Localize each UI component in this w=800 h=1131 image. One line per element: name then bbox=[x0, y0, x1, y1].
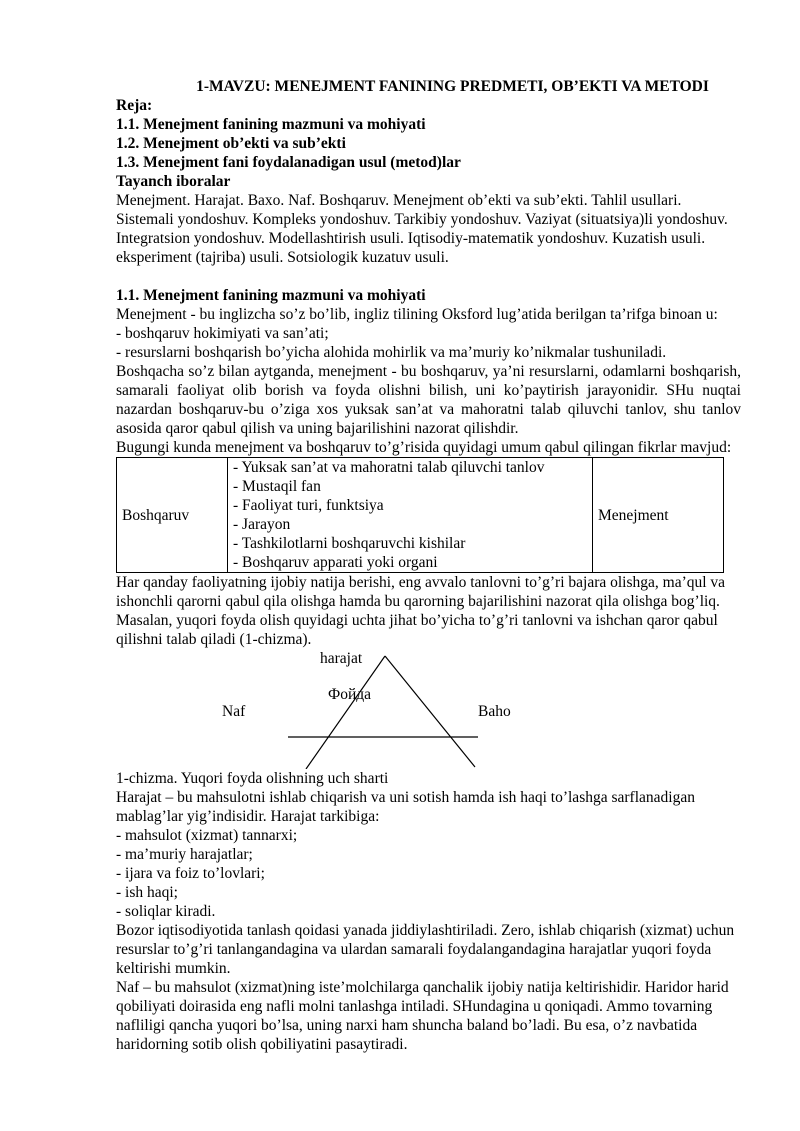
diagram-right-line bbox=[385, 656, 475, 767]
paragraph: Harajat – bu mahsulotni ishlab chiqarish va uni sotish hamda ish haqi to’lashga sarflanadigan mablag’lar yig’indisidir. Harajat tarkibiga: bbox=[116, 789, 695, 825]
diagram-left-line bbox=[306, 656, 385, 769]
list-item: - ma’muriy harajatlar; bbox=[116, 846, 253, 863]
diagram-1 bbox=[116, 649, 741, 769]
section-heading: 1.1. Menejment fanining mazmuni va mohiyati bbox=[116, 287, 426, 304]
paragraph: Bugungi kunda menejment va boshqaruv to’g’risida quyidagi umum qabul qilingan fikrlar mavjud: bbox=[116, 439, 732, 456]
diagram-label-right: Baho bbox=[478, 703, 511, 720]
list-item: - mahsulot (xizmat) tannarxi; bbox=[116, 827, 298, 844]
table-item: - Mustaqil fan bbox=[233, 478, 321, 495]
plan-item: 1.1. Menejment fanining mazmuni va mohiyati bbox=[116, 116, 426, 133]
page-title: 1-MAVZU: MENEJMENT FANINING PREDMETI, OB’EKTI VA METODI bbox=[196, 78, 709, 95]
table-item: - Tashkilotlarni boshqaruvchi kishilar bbox=[233, 535, 466, 552]
keywords-text: Menejment. Harajat. Baxo. Naf. Boshqaruv. Menejment ob’ekti va sub’ekti. Tahlil usullari. Sistemali yondoshuv. Kompleks yondoshuv. Tarkibiy yondoshuv. Vaziyat (situatsiya)li yondoshuv. Integratsion yondoshuv. Modellashtirish usuli. Iqtisodiy-matematik yondoshuv. Kuzatish usuli. eksperiment (tajriba) usuli. Sotsiologik kuzatuv usuli. bbox=[116, 192, 728, 266]
table-cell-right: Menejment bbox=[593, 458, 724, 573]
table-item: - Jarayon bbox=[233, 516, 291, 533]
paragraph: Bozor iqtisodiyotida tanlash qoidasi yanada jiddiylashtiriladi. Zero, ishlab chiqarish (xizmat) uchun resurslar to’g’ri tanlangandagina va ulardan samarali foydalangandagina harajatlar yuqori foyda keltirishi mumkin. bbox=[116, 922, 735, 977]
intro-paragraph: Menejment - bu inglizcha so’z bo’lib, ingliz tilining Oksford lug’atida berilgan ta’rifga binoan u: bbox=[116, 306, 718, 323]
table-item: - Yuksak san’at va mahoratni talab qiluvchi tanlov bbox=[233, 459, 545, 476]
diagram-caption: 1-chizma. Yuqori foyda olishning uch sharti bbox=[116, 770, 389, 787]
table-item: - Boshqaruv apparati yoki organi bbox=[233, 554, 438, 571]
keywords-label: Tayanch iboralar bbox=[116, 173, 231, 190]
intro-item: - resurslarni boshqarish bo’yicha alohida mohirlik va ma’muriy ko’nikmalar tushuniladi. bbox=[116, 344, 667, 361]
diagram-label-left: Naf bbox=[222, 703, 246, 720]
definitions-table bbox=[116, 457, 724, 573]
document-page bbox=[116, 77, 741, 1054]
diagram-lines bbox=[116, 649, 741, 769]
plan-item: 1.2. Menejment ob’ekti va sub’ekti bbox=[116, 135, 346, 152]
paragraph: Naf – bu mahsulot (xizmat)ning iste’molchilarga qanchalik ijobiy natija keltirishidir. Haridor harid qobiliyati doirasida eng nafli molni tanlashga intiladi. SHundagina u qoniqadi. Ammo tovarning nafliligi qancha yuqori bo’lsa, uning narxi ham shuncha baland bo’ladi. Bu esa, o’z navbatida haridorning sotib olish qobiliyatini pasaytiradi. bbox=[116, 979, 729, 1053]
diagram-label-top: harajat bbox=[320, 650, 363, 667]
table-cell-middle bbox=[228, 458, 593, 573]
plan-item: 1.3. Menejment fani foydalanadigan usul (metod)lar bbox=[116, 154, 461, 171]
list-item: - ijara va foiz to’lovlari; bbox=[116, 865, 265, 882]
list-item: - soliqlar kiradi. bbox=[116, 903, 216, 920]
paragraph: Boshqacha so’z bilan aytganda, menejment - bu boshqaruv, ya’ni resurslarni, odamlarni boshqarish, samarali faoliyat olib borish va foyda olishni bilish, uni ko’paytirish jarayonidir. SHu nuqtai nazardan boshqaruv-bu o’ziga xos yuksak san’at va mahoratni talab qiluvchi tanlov, shu tanlov asosida qaror qabul qilish va uning bajarilishini nazorat qilishdir. bbox=[116, 363, 741, 437]
diagram-label-center: Фойда bbox=[328, 686, 372, 703]
list-item: - ish haqi; bbox=[116, 884, 178, 901]
paragraph: Har qanday faoliyatning ijobiy natija berishi, eng avvalo tanlovni to’g’ri bajara olishga, ma’qul va ishonchli qarorni qabul qila olishga hamda bu qarorning bajarilishini nazorat qila olishga bog’liq. Masalan, yuqori foyda olish quyidagi uchta jihat bo’yicha to’g’ri tanlovni va ishchan qaror qabul qilishni talab qiladi (1-chizma). bbox=[116, 574, 726, 648]
table-item: - Faoliyat turi, funktsiya bbox=[233, 497, 384, 514]
table-cell-left: Boshqaruv bbox=[117, 458, 228, 573]
plan-label: Reja: bbox=[116, 97, 153, 114]
intro-item: - boshqaruv hokimiyati va san’ati; bbox=[116, 325, 329, 342]
